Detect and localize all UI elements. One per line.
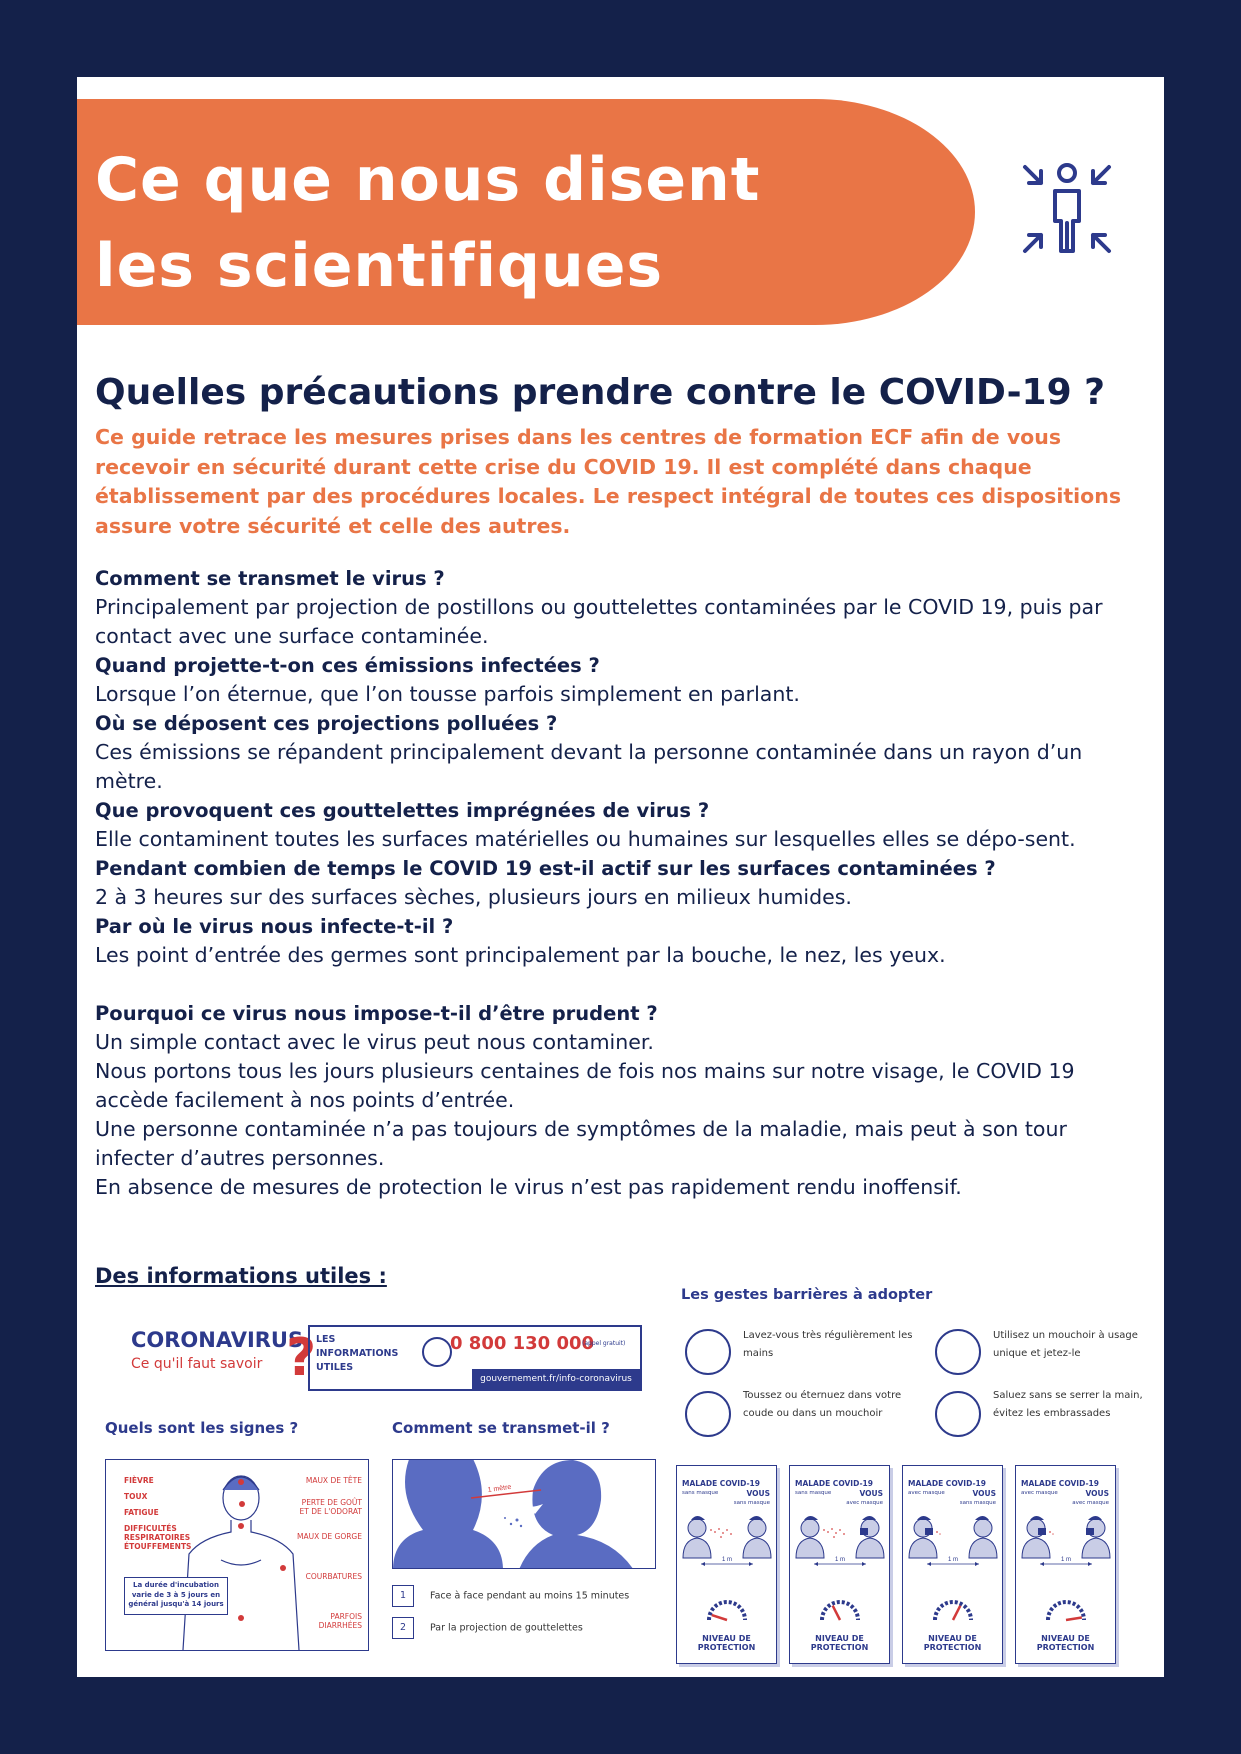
incubation-note: La durée d'incubation varie de 3 à 5 jours en général jusqu'à 14 jours — [124, 1577, 228, 1615]
patient-mask-status: avec masque — [1021, 1490, 1058, 1496]
symptom-right: PERTE DE GOÛT ET DE L'ODORAT — [299, 1498, 362, 1516]
you-label-text: VOUS — [746, 1489, 770, 1498]
free-call-note: (appel gratuit) — [582, 1340, 626, 1347]
title-line-1: Ce que nous disent — [95, 145, 761, 215]
symptom-left: DIFFICULTÉS RESPIRATOIRES ÉTOUFFEMENTS — [124, 1524, 192, 1551]
faq-question: Que provoquent ces gouttelettes imprégnées de virus ? — [95, 799, 710, 822]
faq-question: Par où le virus nous infecte-t-il ? — [95, 915, 454, 938]
cough-elbow-icon — [685, 1391, 731, 1437]
useful-info-title: Des informations utiles : — [95, 1264, 387, 1288]
step-text: Face à face pendant au moins 15 minutes — [430, 1590, 630, 1602]
spacer — [95, 970, 1145, 999]
transmission-title: Comment se transmet-il ? — [392, 1419, 610, 1437]
transmission-step — [392, 1617, 583, 1639]
you-mask-status: avec masque — [1072, 1500, 1109, 1506]
you-mask-status: sans masque — [959, 1500, 996, 1506]
distance-label: 1 m — [947, 1557, 959, 1563]
you-mask-status: avec masque — [846, 1500, 883, 1506]
mask-scenario-card — [902, 1465, 1003, 1664]
faq-question: Quand projette-t-on ces émissions infectées ? — [95, 654, 600, 677]
gov-url: gouvernement.fr/info-coronavirus — [472, 1369, 640, 1389]
faq-section — [95, 564, 1145, 1202]
faq-answer: Ces émissions se répandent principalement devant la personne contaminée dans un rayon d’un mètre. — [95, 740, 1083, 793]
question-mark-icon: ? — [286, 1328, 317, 1388]
symptom-right: MAUX DE GORGE — [297, 1532, 362, 1541]
faq-answer: Lorsque l’on éternue, que l’on tousse parfois simplement en parlant. — [95, 682, 800, 706]
document-page — [77, 77, 1164, 1677]
mask-scenario-card — [676, 1465, 777, 1664]
you-label — [1072, 1490, 1109, 1507]
symptom-left: TOUX — [124, 1492, 148, 1501]
distance-label: 1 m — [1060, 1557, 1072, 1563]
header-banner — [77, 99, 975, 325]
protection-level-label: NIVEAU DE PROTECTION — [697, 1634, 756, 1652]
symptoms-title: Quels sont les signes ? — [105, 1419, 299, 1437]
page-title — [95, 137, 760, 309]
prudent-line: Une personne contaminée n’a pas toujours de symptômes de la maladie, mais peut à son tour infecter d’autres personnes. — [95, 1117, 1067, 1170]
prudent-question: Pourquoi ce virus nous impose-t-il d’être prudent ? — [95, 1002, 658, 1025]
mask-scenario-card — [789, 1465, 890, 1664]
barrier-gesture-text: Lavez-vous très régulièrement les mains — [743, 1330, 913, 1359]
you-label — [846, 1490, 883, 1507]
faq-answer: Principalement par projection de postillons ou gouttelettes contaminées par le COVID 19, puis par contact avec une surface contaminée. — [95, 595, 1103, 648]
you-label-text: VOUS — [859, 1489, 883, 1498]
hand-wash-icon — [685, 1329, 731, 1375]
mask-scenario-illustration — [677, 1512, 776, 1632]
two-people-icon — [393, 1460, 655, 1568]
step-number: 2 — [392, 1617, 414, 1639]
protection-gauge-needle — [1066, 1618, 1082, 1621]
human-body-icon — [176, 1468, 306, 1650]
coronavirus-info-banner — [131, 1322, 643, 1402]
step-text: Par la projection de gouttelettes — [430, 1622, 583, 1634]
distance-label: 1 mètre — [487, 1483, 512, 1494]
prudent-line: En absence de mesures de protection le virus n’est pas rapidement rendu inoffensif. — [95, 1175, 962, 1199]
symptom-left: FIÈVRE — [124, 1476, 154, 1485]
faq-question: Pendant combien de temps le COVID 19 est-il actif sur les surfaces contaminées ? — [95, 857, 996, 880]
infos-label: LES INFORMATIONS UTILES — [316, 1334, 399, 1373]
title-line-2: les scientifiques — [95, 231, 664, 301]
barrier-gesture-text: Saluez sans se serrer la main, évitez les embrassades — [993, 1390, 1143, 1419]
mask-scenario-illustration — [790, 1512, 889, 1632]
patient-mask-status: avec masque — [908, 1490, 945, 1496]
protection-level-label: NIVEAU DE PROTECTION — [1036, 1634, 1095, 1652]
mask-scenario-card — [1015, 1465, 1116, 1664]
faq-question: Où se déposent ces projections polluées ? — [95, 712, 558, 735]
barrier-gesture-text: Toussez ou éternuez dans votre coude ou dans un mouchoir — [743, 1390, 902, 1419]
person-distancing-icon — [1019, 161, 1115, 257]
prudent-line: Un simple contact avec le virus peut nous contaminer. — [95, 1030, 654, 1054]
marianne-seal-icon — [422, 1337, 452, 1367]
info-hotline-box — [308, 1325, 642, 1391]
faq-answer: Les point d’entrée des germes sont principalement par la bouche, le nez, les yeux. — [95, 943, 946, 967]
faq-answer: Elle contaminent toutes les surfaces matérielles ou humaines sur lesquelles elles se dépo-sent. — [95, 827, 1076, 851]
faq-answer: 2 à 3 heures sur des surfaces sèches, plusieurs jours en milieux humides. — [95, 885, 852, 909]
mask-scenario-illustration — [1016, 1512, 1115, 1632]
protection-gauge-needle — [953, 1606, 960, 1620]
symptom-right: MAUX DE TÊTE — [305, 1476, 362, 1485]
faq-question: Comment se transmet le virus ? — [95, 567, 445, 590]
intro-paragraph: Ce guide retrace les mesures prises dans les centres de formation ECF afin de vous recevoir en sécurité durant cette crise du COVID 19. Il est complété dans chaque établissement par des procédures locales. Le respect intégral de toutes ces dispositions assure votre sécurité et celle des autres. — [95, 425, 1122, 538]
prudent-line: Nous portons tous les jours plusieurs centaines de fois nos mains sur notre visage, le COVID 19 accède facilement à nos points d’entrée. — [95, 1059, 1075, 1112]
patient-label-text: MALADE COVID-19 — [682, 1479, 760, 1488]
distance-label: 1 m — [834, 1557, 846, 1563]
transmission-step — [392, 1585, 629, 1607]
you-label-text: VOUS — [1085, 1489, 1109, 1498]
protection-gauge-needle — [712, 1615, 727, 1620]
patient-mask-status: sans masque — [795, 1490, 832, 1496]
transmission-illustration — [392, 1459, 656, 1569]
coronavirus-brand: CORONAVIRUS — [131, 1328, 304, 1352]
protection-gauge-needle — [833, 1606, 840, 1620]
symptoms-diagram — [105, 1459, 369, 1651]
no-handshake-icon — [935, 1391, 981, 1437]
step-number: 1 — [392, 1585, 414, 1607]
coronavirus-subtitle: Ce qu'il faut savoir — [131, 1356, 263, 1372]
you-label — [734, 1490, 770, 1507]
patient-label-text: MALADE COVID-19 — [1021, 1479, 1099, 1488]
you-label-text: VOUS — [972, 1489, 996, 1498]
distance-label: 1 m — [721, 1557, 733, 1563]
barrier-gestures-title: Les gestes barrières à adopter — [681, 1287, 933, 1303]
patient-mask-status: sans masque — [682, 1490, 719, 1496]
symptom-right: PARFOIS DIARRHÉES — [318, 1612, 362, 1630]
mask-scenario-illustration — [903, 1512, 1002, 1632]
barrier-gesture-text: Utilisez un mouchoir à usage unique et jetez-le — [993, 1330, 1138, 1359]
you-label — [960, 1490, 996, 1507]
main-heading: Quelles précautions prendre contre le COVID-19 ? — [95, 372, 1106, 413]
symptom-left: FATIGUE — [124, 1508, 159, 1517]
tissue-icon — [935, 1329, 981, 1375]
patient-label-text: MALADE COVID-19 — [795, 1479, 873, 1488]
symptom-right: COURBATURES — [305, 1572, 362, 1581]
you-mask-status: sans masque — [733, 1500, 770, 1506]
hotline-number: 0 800 130 000 — [450, 1333, 595, 1354]
protection-level-label: NIVEAU DE PROTECTION — [923, 1634, 982, 1652]
patient-label-text: MALADE COVID-19 — [908, 1479, 986, 1488]
protection-level-label: NIVEAU DE PROTECTION — [810, 1634, 869, 1652]
